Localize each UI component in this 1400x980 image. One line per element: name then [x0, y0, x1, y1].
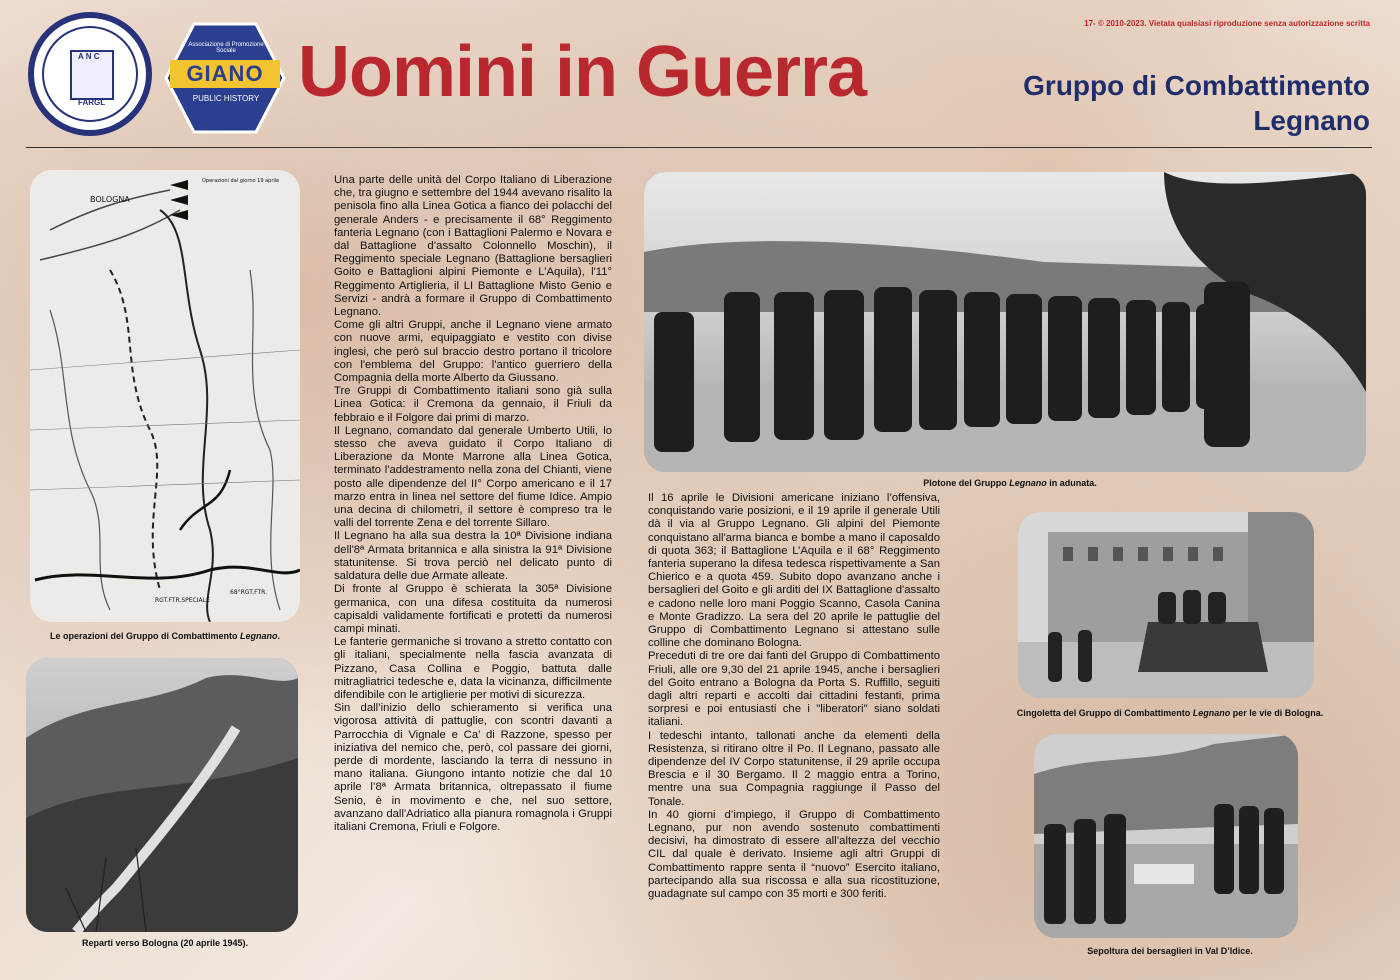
- burial-val-idice-image: [1034, 734, 1298, 938]
- col1-paragraph: Tre Gruppi di Combattimento italiani sono già sulla Linea Gotica: il Cremona da gennaio, il Friuli da febbraio e il Folgore dai primi di marzo.: [334, 385, 612, 424]
- page-title: Uomini in Guerra: [298, 32, 867, 112]
- map-bottom-label-1: RGT.FTR.SPECIALE: [155, 597, 210, 604]
- road-caption: Reparti verso Bologna (20 aprile 1945).: [81, 938, 249, 948]
- map-caption: Le operazioni del Gruppo di Combattimento Legnano.: [49, 631, 281, 641]
- map-legend-title: Operazioni dal giorno 19 aprile: [202, 178, 280, 184]
- anc-logo-farg: FARGL: [78, 98, 106, 107]
- giano-logo-name: GIANO: [170, 60, 280, 88]
- header-divider: [26, 147, 1372, 148]
- col2-paragraph: In 40 giorni d’impiego, il Gruppo di Combattimento Legnano, pur non avendo sostenuto combattimenti decisivi, ha dimostrato di essere all’altezza del vecchio CIL dal quale è derivato. Insieme agli altri Gruppi di Combattimento rappre senta il “nuovo” Esercito italiano, partecipando alla sua riscossa e alla sua ricostituzione, guadagnate sul campo con 35 morti e 300 feriti.: [648, 808, 940, 901]
- col1-paragraph: Una parte delle unità del Corpo Italiano di Liberazione che, tra giugno e settembre del 1944 avevano risalito la penisola fino alla Linea Gotica a fianco dei polacchi del generale Anders - e precisamente il 68° Reggimento fanteria Legnano (con i Battaglioni Palermo e Novara e dal Battaglione d’assalto Colonnello Moschin), il Reggimento speciale Legnano (Battaglione bersaglieri Goito e Battaglioni alpini Piemonte e L’Aquila), l'11° Reggimento Artiglieria, il LI Battaglione Misto Genio e Servizi - andrà a formare il Gruppo di Combattimento Legnano.: [334, 174, 612, 319]
- col1-paragraph: Sin dall’inizio dello schieramento si verifica una vigorosa attività di pattuglie, con scontri davanti a Parrocchia di Vignale e Ca’ di Razzone, spesso per iniziativa del nemico che, però, col passare dei giorni, perde di mordente, lasciando la terra di nessuno in mano italiana. Giungono intanto notizie che dal 10 aprile l’8ª Armata britannica, oltrepassato il fiume Senio, è in movimento e che, nel suo settore, avanzano dall'Adriatico alla pianura romagnola i Gruppi italiani Cremona, Friuli e Folgore.: [334, 702, 612, 833]
- col2-paragraph: I tedeschi intanto, tallonati anche da elementi della Resistenza, si ritirano oltre il Po. Il Legnano, passato alle dipendenze del IV Corpo statunitense, il 29 aprile occupa Brescia e il 30 Bergamo. Il 2 maggio entra a Torino, mentre una sua Compagnia raggiunge il Passo del Tonale.: [648, 729, 940, 808]
- col2-paragraph: Il 16 aprile le Divisioni americane iniziano l’offensiva, conquistando varie posizioni, e il 19 aprile il generale Utili dà il via al Gruppo Legnano. Gli alpini del Piemonte conquistano all'arma bianca e bombe a mano il caposaldo di quota 363; il Battaglione L’Aquila e il 68° Reggimento fanteria superano la difesa tedesca rispettivamente a San Chierico e a quota 459. Subito dopo avanzano anche i bersaglieri del Goito e gli arditi del IX Battaglione d'assalto e cadono nelle loro mani Poggio Scanno, Casola Canina e Monte Gradizzo. La sera del 20 aprile le pattuglie del Gruppo di Combattimento Legnano si attestano sulle colline che dominano Bologna.: [648, 492, 940, 650]
- map-city-label: BOLOGNA: [90, 195, 130, 204]
- tank-caption: Cingoletta del Gruppo di Combattimento Legnano per le vie di Bologna.: [1016, 708, 1324, 718]
- road-to-bologna-image: [26, 658, 298, 932]
- platoon-caption: Plotone del Gruppo Legnano in adunata.: [923, 478, 1097, 488]
- col1-paragraph: Il Legnano, comandato dal generale Umberto Utili, lo stesso che aveva guidato il Corpo Italiano di Liberazione da Monte Marrone alla Linea Gotica, terminato l'addestramento nella zona del Chianti, viene posto alle dipendenze del II° Corpo americano e il 17 marzo entra in linea nel settore del fiume Idice. Ampio una decina di chilometri, il settore è compreso tra le valli del torrente Zena e del torrente Sillaro.: [334, 424, 612, 530]
- anc-logo-text: A N C: [78, 52, 100, 61]
- giano-logo-top: Associazione di Promozione Sociale: [188, 42, 264, 54]
- giano-logo-sub: PUBLIC HISTORY: [192, 94, 260, 103]
- subtitle-line-1: Gruppo di Combattimento: [1023, 70, 1370, 101]
- col1-paragraph: Di fronte al Gruppo è schierata la 305ª Divisione germanica, con una difesa costituita da numerosi capisaldi validamente fortificati e protetti da numerosi campi minati.: [334, 583, 612, 635]
- burial-caption: Sepoltura dei bersaglieri in Val D’Idice.: [1087, 946, 1253, 956]
- col1-paragraph: Come gli altri Gruppi, anche il Legnano viene armato con nuove armi, equipaggiato e vestito con divise inglesi, che però sul braccio destro portano il tricolore con l'emblema del Gruppo: l'antico guerriero della Compagnia della morte Alberto da Giussano.: [334, 319, 612, 385]
- map-bottom-label-2: 68°RGT.FTR.: [230, 589, 267, 596]
- col1-paragraph: Il Legnano ha alla sua destra la 10ª Divisione indiana dell'8ª Armata britannica e alla sinistra la 91ª Divisione statunitense. Si trova perciò nel delicato punto di saldatura delle due Armate alleate.: [334, 530, 612, 583]
- article-column-2: [648, 492, 940, 901]
- col1-paragraph: Le fanterie germaniche si trovano a stretto contatto con gli italiani, specialmente nella fascia avanzata di Pizzano, Casa Collina e Poggio, battuta dalle mitragliatrici tedesche e, data la vicinanza, difficilmente difendibile con le artiglierie per motivi di sicurezza.: [334, 636, 612, 701]
- tank-bologna-image: [1018, 512, 1314, 698]
- page-subtitle: [930, 68, 1370, 138]
- article-column-1: [334, 174, 612, 834]
- copyright-notice: 17- © 2010-2023. Vietata qualsiasi riproduzione senza autorizzazione scritta: [1084, 19, 1370, 28]
- platoon-assembly-image: [644, 172, 1366, 472]
- subtitle-line-2: Legnano: [1253, 105, 1370, 136]
- operations-map-image: [30, 170, 300, 622]
- col2-paragraph: Preceduti di tre ore dai fanti del Gruppo di Combattimento Friuli, alle ore 9,30 del 21 aprile 1945, anche i bersaglieri del Goito entrano a Bologna da Porta S. Ruffillo, seguiti dagli altri reparti e accolti dai cittadini festanti, prima sorpresi e poi entusiasti che i "liberatori" siano soldati italiani.: [648, 650, 940, 729]
- anc-logo: [28, 12, 152, 136]
